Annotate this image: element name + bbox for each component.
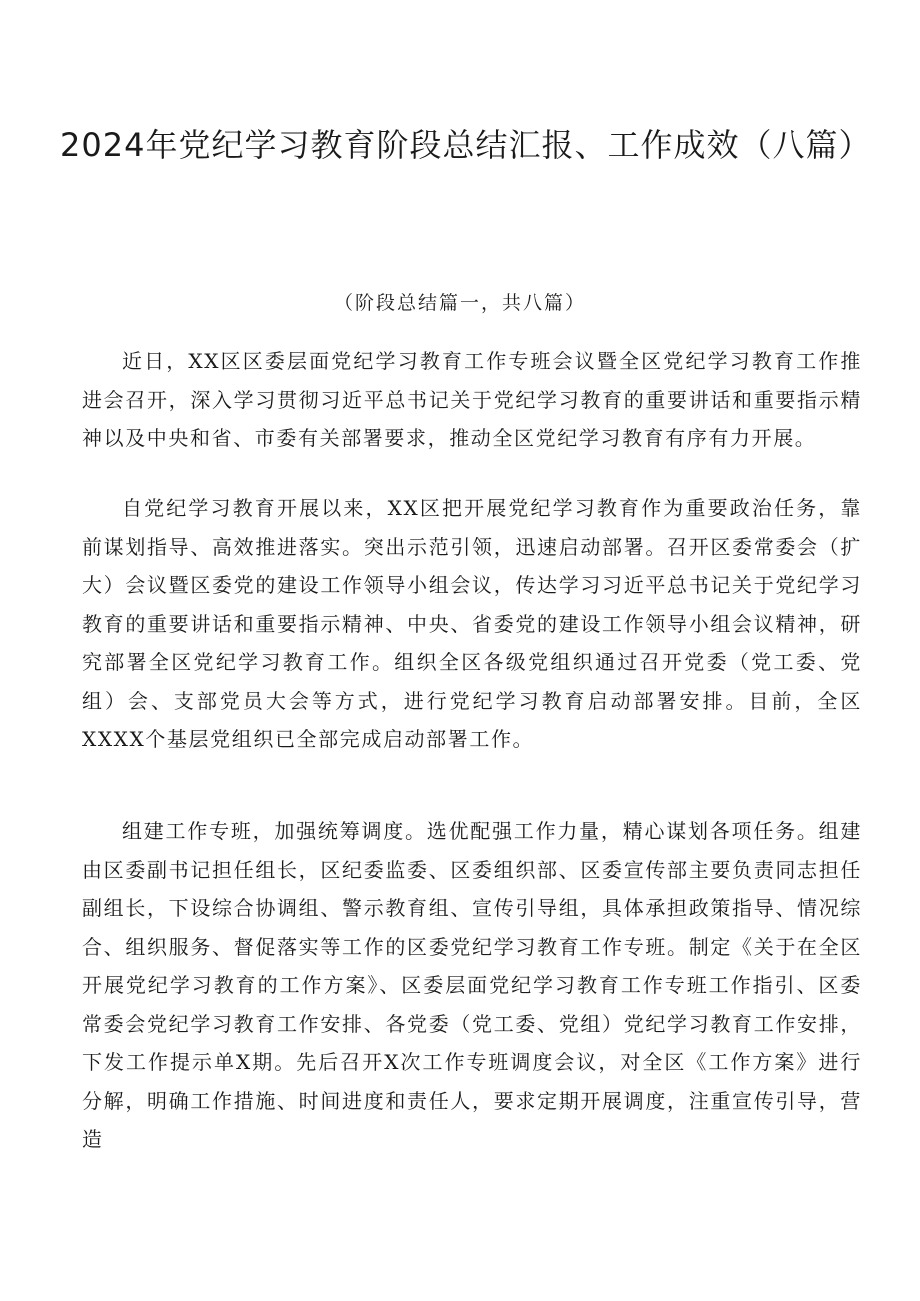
paragraph-3: 组建工作专班，加强统筹调度。选优配强工作力量，精心谋划各项任务。组建由区委副书记担任组长，区纪委监委、区委组织部、区委宣传部主要负责同志担任副组长，下设综合协调组、警示教育组、宣传引导组，具体承担政策指导、情况综合、组织服务、督促落实等工作的区委党纪学习教育工作专班。制定《关于在全区开展党纪学习教育的工作方案》、区委层面党纪学习教育工作专班工作指引、区委常委会党纪学习教育工作安排、各党委（党工委、党组）党纪学习教育工作安排，下发工作提示单X期。先后召开X次工作专班调度会议，对全区《工作方案》进行分解，明确工作措施、时间进度和责任人，要求定期开展调度，注重宣传引导，营造	[82, 819, 862, 1151]
paragraph-2: 自党纪学习教育开展以来，XX区把开展党纪学习教育作为重要政治任务，靠前谋划指导、高效推进落实。突出示范引领，迅速启动部署。召开区委常委会（扩大）会议暨区委党的建设工作领导小组会议，传达学习习近平总书记关于党纪学习教育的重要讲话和重要指示精神、中央、省委党的建设工作领导小组会议精神，研究部署全区党纪学习教育工作。组织全区各级党组织通过召开党委（党工委、党组）会、支部党员大会等方式，进行党纪学习教育启动部署安排。目前，全区XXXX个基层党组织已全部完成启动部署工作。	[82, 496, 862, 751]
document-title: 2024年党纪学习教育阶段总结汇报、工作成效（八篇）	[60, 126, 872, 164]
paragraph-1: 近日，XX区区委层面党纪学习教育工作专班会议暨全区党纪学习教育工作推进会召开，深入学习贯彻习近平总书记关于党纪学习教育的重要讲话和重要指示精神以及中央和省、市委有关部署要求，推动全区党纪学习教育有序有力开展。	[82, 349, 862, 450]
document-subtitle: （阶段总结篇一，共八篇）	[333, 292, 586, 314]
